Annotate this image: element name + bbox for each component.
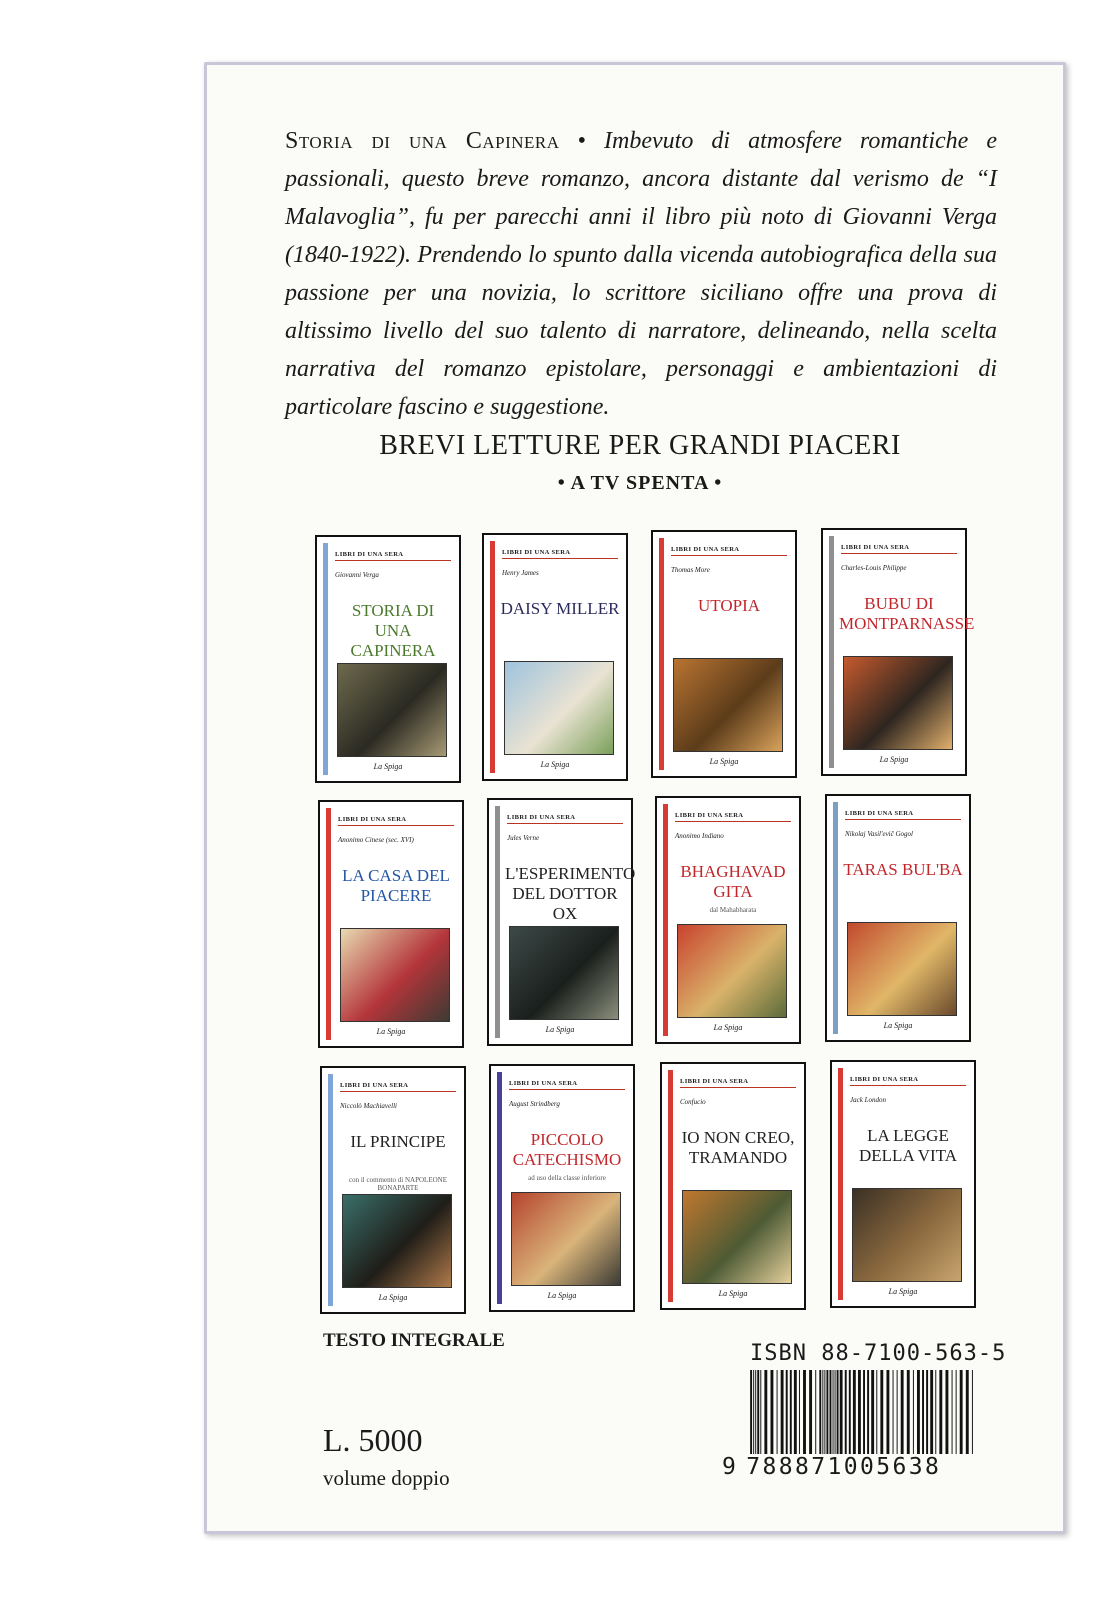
book-publisher: La Spiga [376, 1027, 406, 1036]
barcode-bar [770, 1370, 773, 1454]
book-author: Thomas More [671, 566, 710, 574]
barcode-bar [815, 1370, 816, 1454]
barcode-bar [956, 1370, 957, 1454]
book-publisher: La Spiga [373, 762, 403, 771]
book-author: Confucio [680, 1098, 706, 1106]
barcode-bar [826, 1370, 828, 1454]
barcode-bar [781, 1370, 784, 1454]
testo-integrale-label: TESTO INTEGRALE [323, 1330, 505, 1351]
barcode-bar [901, 1370, 904, 1454]
book-series-label: LIBRI DI UNA SERA [841, 544, 957, 554]
barcode-bar [853, 1370, 856, 1454]
book-spine-stripe [668, 1070, 673, 1302]
book-cover [651, 530, 797, 778]
barcode-bar [922, 1370, 924, 1454]
book-cover [660, 1062, 806, 1310]
barcode-bar [835, 1370, 836, 1454]
book-subtitle: dal Mahabharata [709, 906, 757, 914]
book-series-label: LIBRI DI UNA SERA [507, 814, 623, 824]
barcode-bar [764, 1370, 767, 1454]
book-publisher: La Spiga [718, 1289, 748, 1298]
barcode-bar [794, 1370, 797, 1454]
book-series-label: LIBRI DI UNA SERA [680, 1078, 796, 1088]
book-cover [830, 1060, 976, 1308]
book-series-label: LIBRI DI UNA SERA [675, 812, 791, 822]
book-title: TARAS BUL'BA [843, 860, 963, 879]
book-publisher: La Spiga [540, 760, 570, 769]
book-spine-stripe [838, 1068, 843, 1300]
barcode-bar [939, 1370, 942, 1454]
barcode-bar [809, 1370, 812, 1454]
ean-first-digit: 9 [722, 1454, 739, 1480]
book-cover [821, 528, 975, 776]
barcode-bar [750, 1370, 752, 1454]
barcode-bar [863, 1370, 865, 1454]
book-cover [825, 794, 971, 1042]
book-author: Charles-Louis Philippe [841, 564, 907, 572]
barcode-bar [945, 1370, 948, 1454]
barcode-bar [755, 1370, 756, 1454]
book-cover [315, 535, 461, 783]
barcode-bar [786, 1370, 788, 1454]
barcode-bar [876, 1370, 877, 1454]
ean-rest-digits: 788871005638 [746, 1454, 942, 1480]
barcode-bar [960, 1370, 963, 1454]
barcode-bar [867, 1370, 869, 1454]
book-series-label: LIBRI DI UNA SERA [335, 551, 451, 561]
book-series-label: LIBRI DI UNA SERA [850, 1076, 966, 1086]
book-cover-art [843, 656, 953, 750]
book-series-label: LIBRI DI UNA SERA [340, 1082, 456, 1092]
book-cover-art [337, 663, 447, 757]
barcode-bar [790, 1370, 792, 1454]
book-subtitle: ad uso della classe inferiore [528, 1174, 606, 1182]
barcode-bar [926, 1370, 928, 1454]
book-author: Henry James [502, 569, 539, 577]
book-cover [482, 533, 628, 781]
book-series-label: LIBRI DI UNA SERA [502, 549, 618, 559]
barcode-bar [930, 1370, 933, 1454]
barcode-bar [913, 1370, 914, 1454]
book-cover-art [852, 1188, 962, 1282]
book-spine-stripe [829, 536, 834, 768]
barcode-bar [880, 1370, 883, 1454]
book-author: Jack London [850, 1096, 886, 1104]
book-cover-art [511, 1192, 621, 1286]
book-spine-stripe [659, 538, 664, 770]
book-author: Nikolaj Vasil'evič Gogol [845, 830, 913, 838]
book-cover-art [847, 922, 957, 1016]
book-series-label: LIBRI DI UNA SERA [338, 816, 454, 826]
barcode-bar [952, 1370, 953, 1454]
barcode-bar [917, 1370, 920, 1454]
barcode-bar [799, 1370, 800, 1454]
book-spine-stripe [497, 1072, 502, 1304]
book-publisher: La Spiga [545, 1025, 575, 1034]
blurb-title: Storia di una Capinera [285, 128, 560, 154]
barcode-bar [837, 1370, 839, 1454]
barcode-bar [966, 1370, 969, 1454]
barcode-bar [760, 1370, 761, 1454]
book-title: DAISY MILLER [500, 599, 620, 618]
barcode-bar [907, 1370, 910, 1454]
book-title: UTOPIA [697, 596, 761, 615]
book-cover-art [504, 661, 614, 755]
book-cover-art [340, 928, 450, 1022]
barcode-bar [840, 1370, 843, 1454]
blurb-paragraph [285, 122, 997, 426]
barcode-bar [897, 1370, 898, 1454]
book-publisher: La Spiga [713, 1023, 743, 1032]
book-title: PICCOLO CATECHISMO [512, 1130, 622, 1169]
book-author: Jules Verne [507, 834, 540, 842]
barcode-bar [757, 1370, 759, 1454]
barcode-bar [871, 1370, 874, 1454]
book-title: L'ESPERIMENTO DEL DOTTOR OX [505, 864, 636, 923]
book-title: LA CASA DEL PIACERE [342, 866, 450, 905]
barcode-bar [824, 1370, 825, 1454]
book-cover [318, 800, 464, 1048]
book-title: STORIA DI UNA CAPINERA [350, 601, 436, 660]
book-title: BUBU DI MONTPARNASSE [839, 594, 975, 633]
book-author: Giovanni Verga [335, 571, 379, 579]
book-cover-art [673, 658, 783, 752]
book-spine-stripe [326, 808, 331, 1040]
book-author: Niccolò Machiavelli [340, 1102, 397, 1110]
book-spine-stripe [833, 802, 838, 1034]
book-title: LA LEGGE DELLA VITA [859, 1126, 957, 1165]
barcode-bar [845, 1370, 847, 1454]
book-publisher: La Spiga [888, 1287, 918, 1296]
price-label: L. 5000 [323, 1422, 423, 1458]
book-spine-stripe [323, 543, 328, 775]
book-title: IL PRINCIPE [350, 1132, 446, 1151]
barcode-bar [830, 1370, 832, 1454]
book-publisher: La Spiga [547, 1291, 577, 1300]
book-author: August Strindberg [509, 1100, 560, 1108]
barcode-bar [833, 1370, 834, 1454]
barcode-bar [886, 1370, 889, 1454]
book-author: Anonimo Indiano [675, 832, 724, 840]
barcode-bar [849, 1370, 851, 1454]
book-cover-art [509, 926, 619, 1020]
book-cover [489, 1064, 635, 1312]
barcode-bar [803, 1370, 806, 1454]
book-series-label: LIBRI DI UNA SERA [509, 1080, 625, 1090]
book-publisher: La Spiga [879, 755, 909, 764]
ean-digits [722, 1454, 941, 1480]
barcode-bar [777, 1370, 778, 1454]
book-cover-art [677, 924, 787, 1018]
blurb-text: Imbevuto di atmosfere romantiche e passionali, questo breve romanzo, ancora distante dal verismo de “I Malavoglia”, fu per parecchi anni il libro più noto di Giovanni Verga (1840-1922). Prendendo lo spunto dalla vicenda autobiografica della sua passione per una novizia, lo scrittore siciliano offre una prova di altissimo livello del suo talento di narratore, delineando, nella scelta narrativa del romanzo epistolare, personaggi e ambientazioni di particolare fascino e suggestione. [285, 128, 998, 420]
book-author: Anonimo Cinese (sec. XVI) [338, 836, 414, 844]
book-title: BHAGHAVAD GITA [680, 862, 786, 901]
book-cover [320, 1066, 466, 1314]
barcode-bar [972, 1370, 973, 1454]
book-spine-stripe [490, 541, 495, 773]
barcode-bar [858, 1370, 861, 1454]
book-cover-art [342, 1194, 452, 1288]
book-title: IO NON CREO, TRAMANDO [681, 1128, 795, 1167]
book-spine-stripe [495, 806, 500, 1038]
book-cover-art [682, 1190, 792, 1284]
book-spine-stripe [328, 1074, 333, 1306]
book-cover [655, 796, 801, 1044]
barcode-bar [822, 1370, 823, 1454]
book-cover [487, 798, 636, 1046]
book-subtitle: con il commento di NAPOLEONE BONAPARTE [349, 1176, 447, 1192]
series-subtitle: • A TV SPENTA • [557, 472, 723, 494]
series-title: BREVI LETTURE PER GRANDI PIACERI [379, 430, 901, 461]
barcode-bar [893, 1370, 894, 1454]
book-publisher: La Spiga [709, 757, 739, 766]
blurb-bullet: • [577, 128, 586, 154]
barcode-bar [819, 1370, 821, 1454]
volume-label: volume doppio [323, 1466, 450, 1490]
barcode-bar [753, 1370, 754, 1454]
barcode [748, 1370, 980, 1454]
book-spine-stripe [663, 804, 668, 1036]
book-publisher: La Spiga [883, 1021, 913, 1030]
book-series-label: LIBRI DI UNA SERA [671, 546, 787, 556]
isbn-label: ISBN 88-7100-563-5 [750, 1341, 1007, 1366]
barcode-bar [935, 1370, 936, 1454]
book-publisher: La Spiga [378, 1293, 408, 1302]
book-series-label: LIBRI DI UNA SERA [845, 810, 961, 820]
